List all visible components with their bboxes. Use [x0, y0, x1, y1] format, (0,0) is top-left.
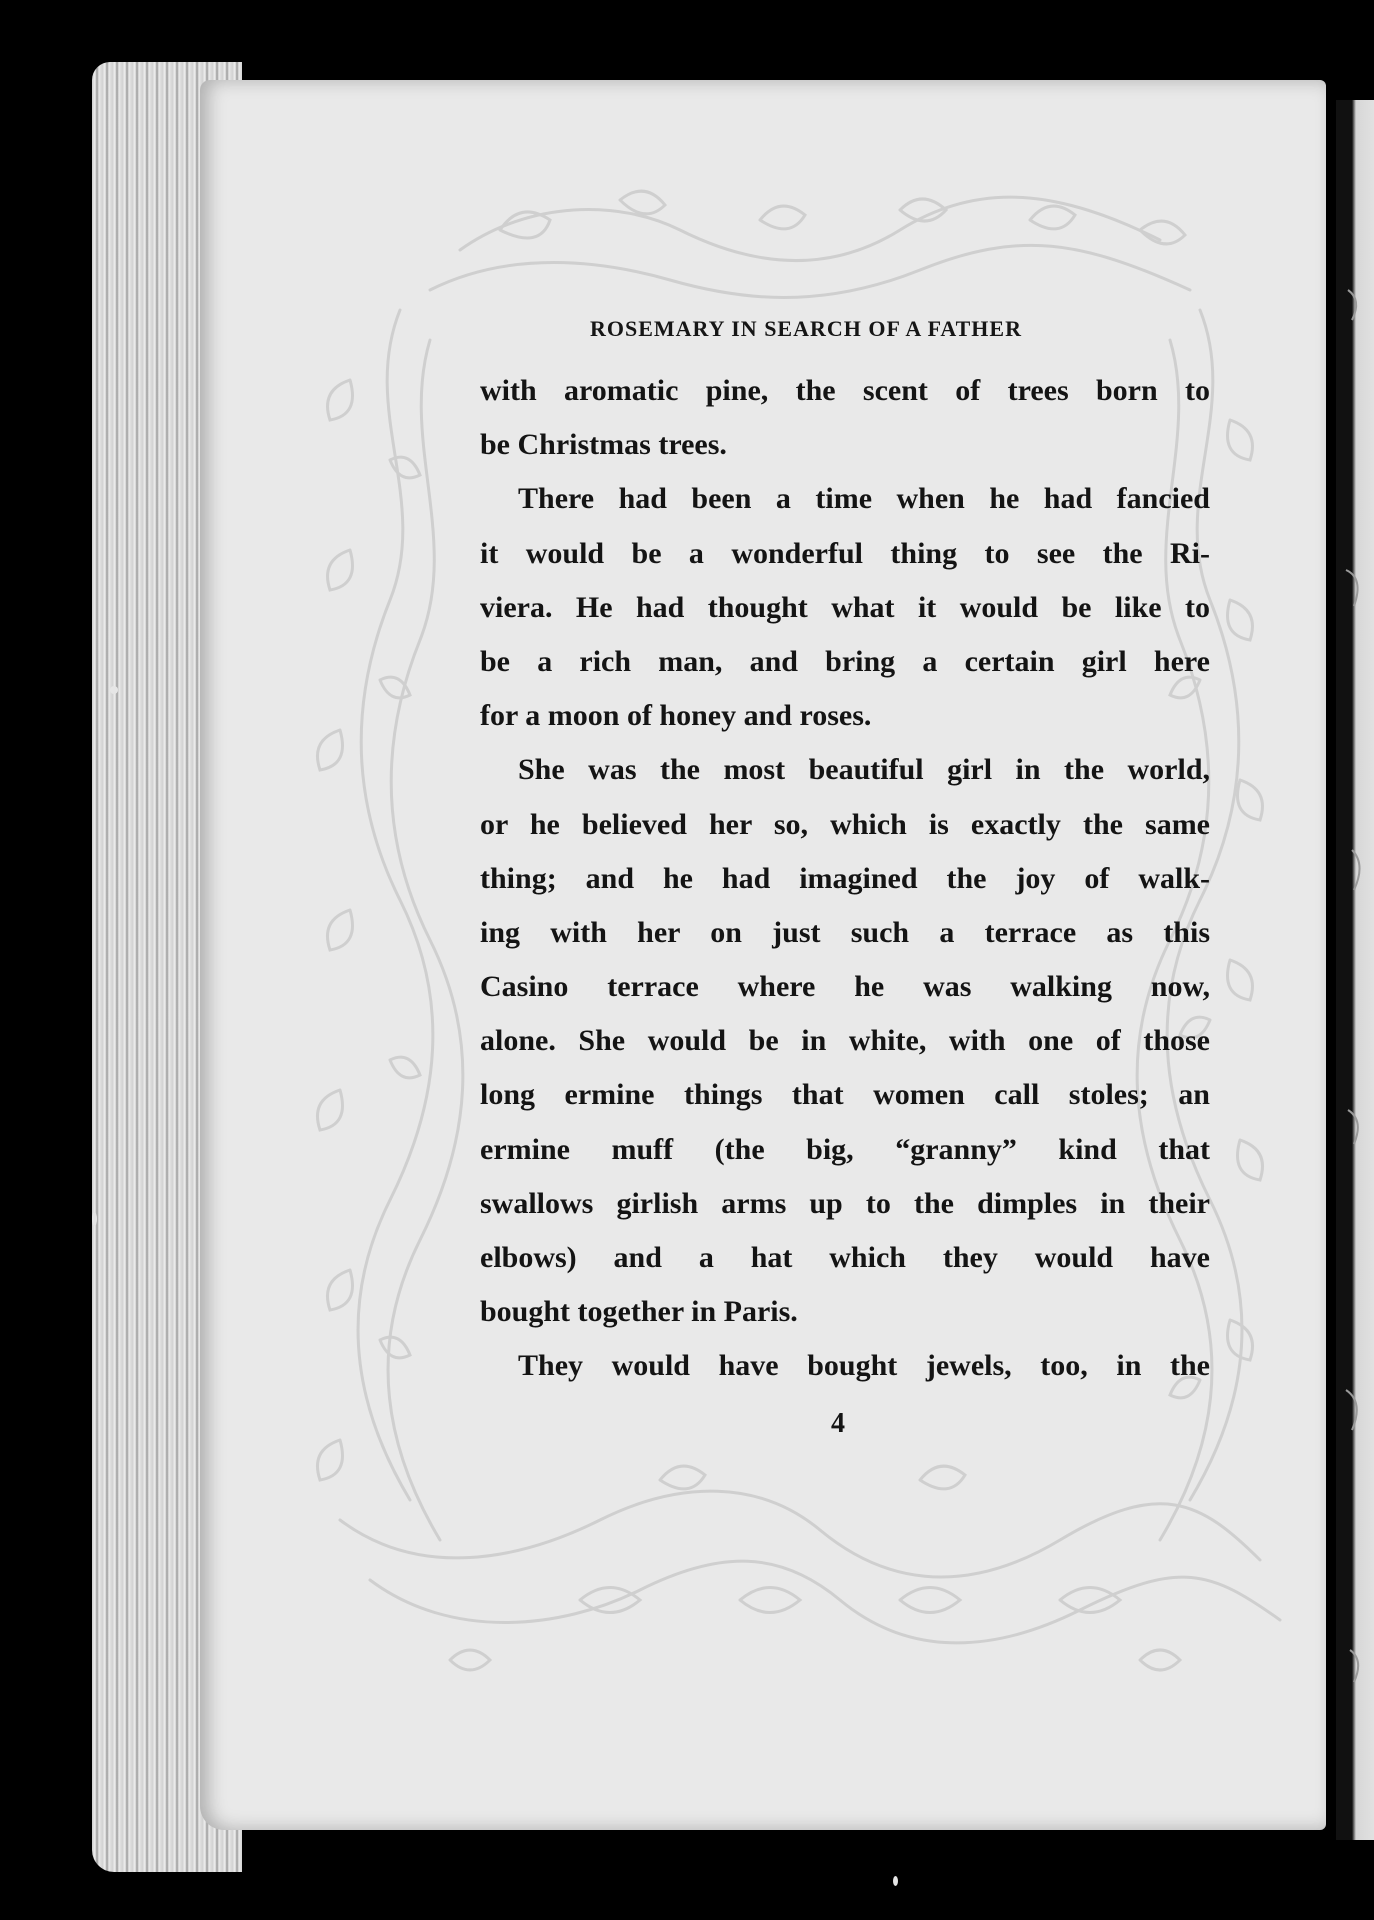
text-line: ermine muff (the big, “granny” kind that: [480, 1132, 1210, 1166]
text-line: viera. He had thought what it would be like to: [480, 590, 1210, 624]
text-line: ing with her on just such a terrace as this: [480, 915, 1210, 949]
text-line: thing; and he had imagined the joy of walk-: [480, 861, 1210, 895]
scan-speck: [110, 686, 118, 694]
text-line: or he believed her so, which is exactly the same: [480, 807, 1210, 841]
facing-page-ornament-fragment: [1342, 210, 1372, 1770]
text-line: They would have bought jewels, too, in the: [518, 1349, 1210, 1383]
scan-speck: [92, 1212, 97, 1226]
text-line: with aromatic pine, the scent of trees born to: [480, 374, 1210, 407]
text-line: bought together in Paris.: [480, 1295, 798, 1329]
text-line: Casino terrace where he was walking now,: [480, 970, 1210, 1004]
text-line: alone. She would be in white, with one of those: [480, 1024, 1210, 1058]
text-line: it would be a wonderful thing to see the Ri-: [480, 536, 1210, 570]
text-line: be a rich man, and bring a certain girl here: [480, 644, 1210, 678]
text-line: swallows girlish arms up to the dimples in their: [480, 1186, 1210, 1220]
text-line: be Christmas trees.: [480, 428, 727, 462]
page-number: 4: [831, 1408, 845, 1439]
text-line: She was the most beautiful girl in the world,: [518, 753, 1210, 787]
body-text: [480, 364, 1210, 1394]
text-line: elbows) and a hat which they would have: [480, 1241, 1210, 1274]
text-line: There had been a time when he had fancied: [518, 482, 1210, 516]
scan-speck: [893, 1876, 898, 1886]
running-head: ROSEMARY IN SEARCH OF A FATHER: [590, 316, 1022, 341]
text-line: long ermine things that women call stoles; an: [480, 1078, 1210, 1112]
text-line: for a moon of honey and roses.: [480, 699, 872, 733]
